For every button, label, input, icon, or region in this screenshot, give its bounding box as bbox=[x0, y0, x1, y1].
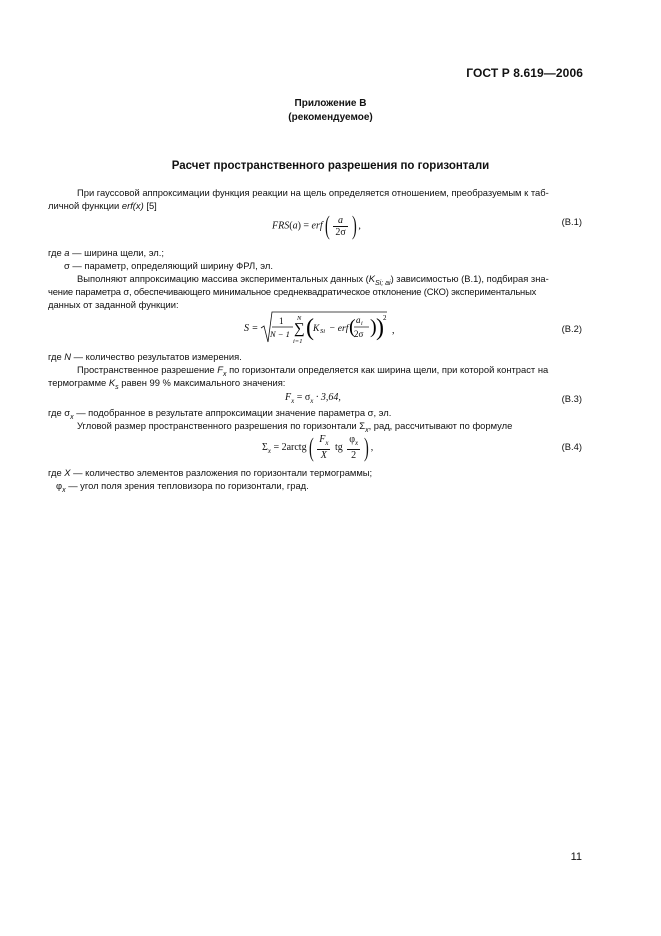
eq2-inner-left-paren: ( bbox=[349, 316, 356, 338]
where-sigma-definition: σ — параметр, определяющий ширину ФРЛ, эл. bbox=[64, 260, 273, 271]
eq2-num-sub: i bbox=[361, 321, 363, 327]
where-sigma-x-definition: где $\sigma_x$ — подобранное в результате аппроксимации значение параметра σ, эл. bbox=[48, 407, 392, 421]
paragraph-1-line-1: При гауссовой аппроксимации функция реакции на щель определяется отношением, преобразуемым к таб- bbox=[77, 187, 549, 198]
eq2-sum-bottom: i=1 bbox=[293, 338, 303, 345]
document-standard-code: ГОСТ Р 8.619—2006 bbox=[466, 66, 583, 80]
eq2-inner-right-paren: ) bbox=[370, 316, 377, 338]
paragraph-1-line-2: личной функции erf(x) [5] bbox=[48, 200, 157, 211]
paragraph-3-line-2: термограмме $K_s$ равен 99 % максимального значения: bbox=[48, 377, 286, 391]
eq2-den: 2σ bbox=[354, 329, 364, 339]
eq2-sum-sign: ∑ bbox=[294, 321, 305, 337]
eq2-minus-erf: − erf bbox=[329, 324, 349, 334]
where-a-definition: где a — ширина щели, эл.; bbox=[48, 247, 164, 258]
paragraph-2-line-1: Выполняют аппроксимацию массива экспериментальных данных $(K_{Si; ai})$ зависимостью (В.1), подбирая зна- bbox=[77, 273, 549, 287]
eq2-left-paren: ( bbox=[306, 315, 314, 341]
eq2-lhs: S = bbox=[244, 323, 259, 334]
eq2-num: a bbox=[356, 315, 361, 325]
section-title: Расчет пространственного разрешения по горизонтали bbox=[171, 160, 490, 172]
paragraph-4: Угловой размер пространственного разрешения по горизонтали $\Sigma_x$, рад, рассчитывают по формуле bbox=[77, 420, 513, 434]
eq2-frac-den: N − 1 bbox=[270, 329, 290, 339]
paragraph-2-line-2: чение параметра σ, обеспечивающего минимальное среднеквадратическое отклонение (СКО) экспериментальных bbox=[48, 286, 537, 297]
equation-b2-number: (В.2) bbox=[561, 323, 582, 334]
eq2-sum-top: N bbox=[297, 315, 302, 322]
eq2-power: 2 bbox=[383, 314, 387, 322]
eq2-tail: , bbox=[392, 325, 395, 336]
equation-b2 bbox=[242, 309, 402, 352]
eq2-frac-num: 1 bbox=[279, 316, 284, 326]
paragraph-2-line-3: данных от заданной функции: bbox=[48, 299, 179, 310]
paragraph-3-line-1: Пространственное разрешение $F_x$ по горизонтали определяется как ширина щели, при которой контраст на bbox=[77, 364, 549, 378]
equation-b1-number: (В.1) bbox=[561, 216, 582, 227]
page-number: 11 bbox=[570, 851, 582, 863]
equation-b4: $\Sigma_x$ = 2arctg( $\frac{F_x}{X}$ tg $\frac{\varphi_x}{2}$ ) , bbox=[262, 432, 374, 462]
equation-b4-number: (В.4) bbox=[561, 441, 582, 452]
eq2-right-paren: ) bbox=[376, 315, 384, 341]
equation-b1: FRS(a) = erf( $\frac{a}{2\sigma}$ ) , bbox=[272, 211, 361, 240]
equation-b3-number: (В.3) bbox=[561, 393, 582, 404]
appendix-label: Приложение В bbox=[294, 98, 367, 109]
eq2-k: K bbox=[313, 324, 320, 334]
eq2-k-sub: Si bbox=[320, 328, 326, 335]
where-n-definition: где N — количество результатов измерения. bbox=[48, 351, 242, 362]
appendix-status: (рекомендуемое) bbox=[288, 112, 373, 123]
where-phi-definition: $\varphi_x$ — угол поля зрения тепловизора по горизонтали, град. bbox=[56, 480, 309, 494]
equation-b3: $F_x = \sigma_x \cdot 3,64$, bbox=[285, 392, 341, 405]
where-x-definition: где X — количество элементов разложения по горизонтали термограммы; bbox=[48, 467, 373, 478]
